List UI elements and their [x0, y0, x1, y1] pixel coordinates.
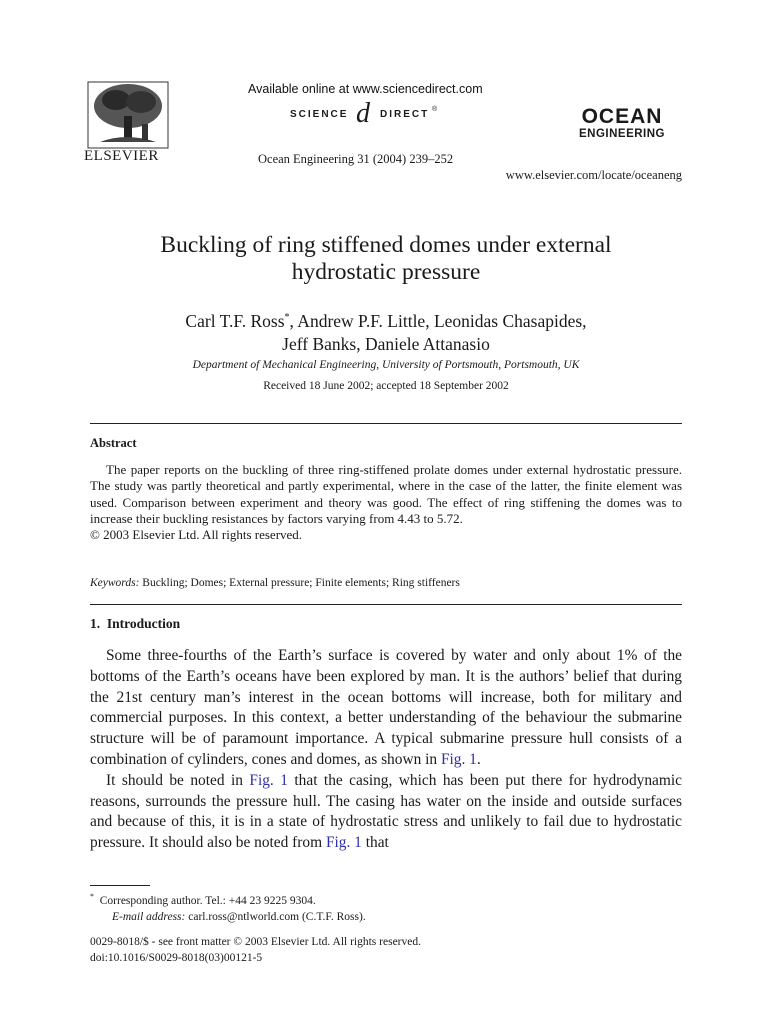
intro-p2-end: that	[365, 834, 389, 852]
rule-top	[90, 423, 682, 424]
intro-p2-mid: that the casing, which has been put there for hydrodynamic reasons, surrounds the pressure hull. The casing has water on the inside and outside surfaces and because of this, it is in a state of hydrostatic stress and unlikely to fail due to hydrostatic pressure. It should also be noted from	[90, 771, 682, 852]
email-label: E-mail address:	[112, 910, 186, 923]
intro-p1-end: .	[476, 750, 481, 768]
intro-paragraph-2	[90, 771, 682, 854]
authors-line-2: Jeff Banks, Daniele Attanasio	[282, 333, 490, 354]
intro-paragraph-1	[90, 646, 682, 771]
issn-line: 0029-8018/$ - see front matter © 2003 Elsevier Ltd. All rights reserved.	[90, 936, 421, 948]
footnote-mark: *	[90, 892, 94, 901]
journal-url[interactable]: www.elsevier.com/locate/oceaneng	[505, 168, 682, 182]
abstract-copyright: © 2003 Elsevier Ltd. All rights reserved.	[90, 527, 303, 543]
abstract-text: The paper reports on the buckling of three ring-stiffened prolate domes under external hydrostatic pressure. The study was partly theoretical and partly experimental, where in the case of the latter, the finite element was used. Comparison between experiment and theory was good. The effect of ring stiffening the domes was to increase their buckling resistances by factors varying from 4.43 to 5.72.	[90, 462, 682, 526]
corresponding-mark[interactable]: *	[284, 312, 290, 323]
doi-line[interactable]: doi:10.1016/S0029-8018(03)00121-5	[90, 952, 263, 964]
sd-science-text: SCIENCE	[290, 109, 349, 120]
elsevier-logo	[86, 80, 170, 164]
title-line-1: Buckling of ring stiffened domes under external	[160, 232, 612, 258]
section-heading-introduction: 1. Introduction	[90, 616, 181, 631]
elsevier-tree-icon	[86, 80, 170, 150]
available-online-text: Available online at www.sciencedirect.com	[248, 82, 483, 96]
sd-d-icon: d	[356, 98, 370, 129]
rule-bottom	[90, 604, 682, 605]
keywords	[90, 577, 460, 589]
journal-logo-line1: OCEAN	[581, 105, 663, 128]
authors-line-1-rest: , Andrew P.F. Little, Leonidas Chasapides,	[289, 310, 587, 331]
title-line-2: hydrostatic pressure	[291, 259, 481, 285]
sd-registered-mark: ®	[432, 106, 438, 113]
email-address[interactable]: carl.ross@ntlworld.com (C.T.F. Ross).	[188, 910, 366, 923]
footnote-text: Corresponding author. Tel.: +44 23 9225 9304.	[99, 894, 316, 907]
article-title	[90, 232, 682, 286]
footnote	[90, 889, 366, 925]
received-dates: Received 18 June 2002; accepted 18 September 2002	[263, 380, 509, 392]
journal-logo-line2: ENGINEERING	[578, 128, 665, 140]
page-footer	[90, 934, 421, 966]
journal-reference: Ocean Engineering 31 (2004) 239–252	[258, 152, 454, 166]
keywords-label: Keywords:	[90, 577, 140, 589]
intro-p1-text: Some three-fourths of the Earth’s surface is covered by water and only about 1% of the bottoms of the Earth’s oceans have been explored by man. It is the authors’ belief that during the 21st century man’s interest in the ocean bottoms will increase, both for military and commercial purposes. In this context, a better understanding of the behaviour the submarine structure will be of paramount importance. A typical submarine pressure hull consists of a combination of cylinders, cones and domes, as shown in	[90, 647, 682, 768]
intro-body	[90, 646, 682, 854]
author-1: Carl T.F. Ross	[185, 310, 285, 331]
authors	[90, 306, 682, 356]
sciencedirect-logo[interactable]	[290, 98, 450, 129]
figure-1-link[interactable]: Fig. 1	[440, 750, 477, 768]
figure-1-link[interactable]: Fig. 1	[325, 834, 362, 852]
keywords-list: Buckling; Domes; External pressure; Finite elements; Ring stiffeners	[142, 577, 460, 589]
affiliation: Department of Mechanical Engineering, University of Portsmouth, Portsmouth, UK	[192, 359, 580, 371]
footnote-rule	[90, 885, 150, 886]
sd-direct-text: DIRECT	[380, 109, 430, 120]
intro-p2-start: It should be noted in	[106, 771, 243, 789]
abstract-body	[90, 462, 682, 543]
publisher-name: ELSEVIER	[84, 148, 159, 164]
abstract-heading: Abstract	[90, 436, 137, 450]
journal-logo	[560, 106, 684, 141]
figure-1-link[interactable]: Fig. 1	[249, 771, 288, 789]
